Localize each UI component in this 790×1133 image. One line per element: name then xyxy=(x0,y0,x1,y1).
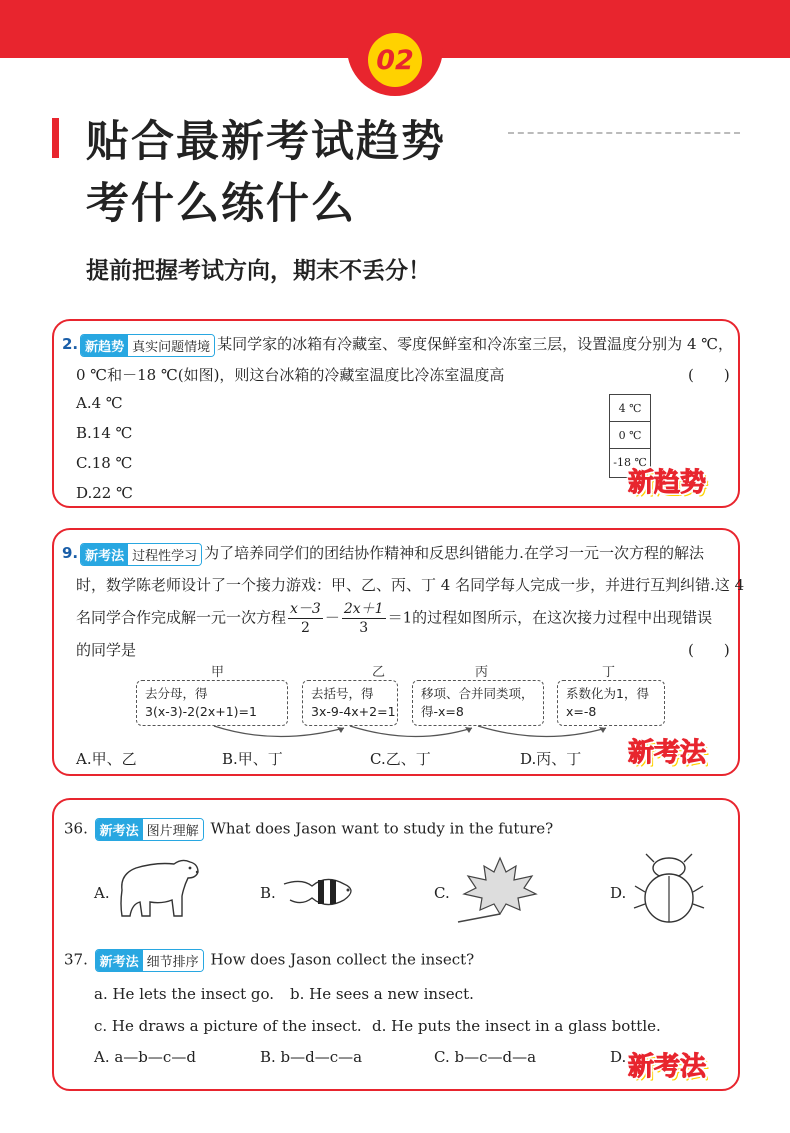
trend-stamp: 新趋势 xyxy=(628,468,707,498)
q9-tag-type: 新考法 xyxy=(81,544,128,565)
maple-leaf-icon xyxy=(456,854,538,924)
q2-answer-paren: ( ) xyxy=(688,366,730,384)
q37-item-b: b. He sees a new insect. xyxy=(290,985,474,1003)
q36-option-a: A. xyxy=(94,884,110,902)
q2-option-d: D.22 ℃ xyxy=(76,484,133,502)
q36-option-b: B. xyxy=(260,884,276,902)
q37-option-d: D. xyxy=(610,1048,627,1066)
q2-option-c: C.18 ℃ xyxy=(76,454,133,472)
q37-text: How does Jason collect the insect? xyxy=(210,950,475,969)
q37-line xyxy=(64,949,474,972)
page-title-line1: 贴合最新考试趋势 xyxy=(86,117,446,167)
step-yi-line2: 3x-9-4x+2=1 xyxy=(311,704,396,719)
q9-tag-topic: 过程性学习 xyxy=(128,544,201,565)
page-subtitle: 提前把握考试方向，期末不丢分！ xyxy=(86,258,431,284)
q9-option-b: B.甲、丁 xyxy=(222,750,283,768)
q2-option-a: A.4 ℃ xyxy=(76,394,123,412)
q2-text2: 0 ℃和－18 ℃(如图)，则这台冰箱的冷藏室温度比冷冻室温度高 xyxy=(76,366,505,384)
label-jia: 甲 xyxy=(211,665,225,680)
q9-number: 9. xyxy=(62,544,79,562)
q36-number: 36. xyxy=(64,819,88,838)
method-stamp-2: 新考法 xyxy=(628,1052,707,1082)
q9-text3b: 的过程如图所示，在这次接力过程中出现错误 xyxy=(412,608,713,627)
q9-option-c: C.乙、丁 xyxy=(370,750,431,768)
q37-option-a: A. a—b—c—d xyxy=(94,1048,196,1066)
equals-one: ＝1 xyxy=(387,608,413,627)
step-bing-line2: 得-x=8 xyxy=(421,704,464,719)
question-card-36-37 xyxy=(52,798,740,1091)
q9-text4: 的同学是 xyxy=(76,641,137,659)
q9-option-a: A.甲、乙 xyxy=(76,750,137,768)
q37-item-c: c. He draws a picture of the insect. xyxy=(94,1017,362,1035)
q37-tag-topic: 细节排序 xyxy=(143,950,203,971)
question-card-2 xyxy=(52,319,740,508)
q37-number: 37. xyxy=(64,950,88,969)
fraction-2-den: 3 xyxy=(359,620,369,636)
q37-item-d: d. He puts the insect in a glass bottle. xyxy=(372,1017,661,1035)
q2-tag-type: 新趋势 xyxy=(81,335,128,356)
q37-option-c: C. b—c—d—a xyxy=(434,1048,537,1066)
title-dashes xyxy=(508,132,740,134)
q2-text1: 某同学家的冰箱有冷藏室、零度保鲜室和冷冻室三层，设置温度分别为 4 ℃， xyxy=(217,335,734,353)
q37-item-a: a. He lets the insect go. xyxy=(94,985,275,1003)
q36-line xyxy=(64,818,553,841)
step-jia-line2: 3(x-3)-2(2x+1)=1 xyxy=(145,704,257,719)
q36-tag-topic: 图片理解 xyxy=(143,819,203,840)
beetle-icon xyxy=(632,852,706,932)
q9-answer-paren: ( ) xyxy=(688,641,730,659)
step-ding-line2: x=-8 xyxy=(566,704,597,719)
q37-option-b: B. b—d—c—a xyxy=(260,1048,363,1066)
q9-text1: 为了培养同学们的团结协作精神和反思纠错能力.在学习一元一次方程的解法 xyxy=(204,544,704,562)
q36-option-d: D. xyxy=(610,884,627,902)
fraction-1-num: x－3 xyxy=(290,601,321,617)
fraction-2-num: 2x＋1 xyxy=(343,601,384,617)
q37-tag xyxy=(95,949,204,972)
step-ding-line1: 系数化为1，得 xyxy=(566,686,649,701)
q36-tag xyxy=(95,818,204,841)
q36-tag-type: 新考法 xyxy=(96,819,143,840)
step-bing-line1: 移项、合并同类项， xyxy=(421,686,534,701)
page-title-line2: 考什么练什么 xyxy=(86,179,356,229)
step-jia-line1: 去分母，得 xyxy=(145,686,208,701)
fraction-1-den: 2 xyxy=(300,620,310,636)
fish-icon xyxy=(282,870,362,912)
fridge-bottom: -18 ℃ xyxy=(613,456,647,469)
q2-line1 xyxy=(62,333,733,357)
fridge-middle: 0 ℃ xyxy=(610,422,650,449)
q9-option-d: D.丙、丁 xyxy=(520,750,582,768)
polar-bear-icon xyxy=(116,852,202,924)
section-number: 02 xyxy=(368,33,422,87)
fridge-top: 4 ℃ xyxy=(610,395,650,422)
arrow-1 xyxy=(214,726,344,737)
title-accent-bar xyxy=(52,118,59,158)
q9-text2: 时，数学陈老师设计了一个接力游戏：甲、乙、丙、丁 4 名同学每人完成一步，并进行互判纠错.这 4 xyxy=(76,576,745,594)
q2-number: 2. xyxy=(62,335,79,353)
q2-tag-topic: 真实问题情境 xyxy=(128,335,214,356)
label-ding: 丁 xyxy=(602,665,616,680)
arrow-2 xyxy=(350,726,472,737)
q2-tag xyxy=(80,334,215,357)
q36-option-c: C. xyxy=(434,884,450,902)
step-yi-line1: 去括号，得 xyxy=(311,686,374,701)
method-stamp-1: 新考法 xyxy=(628,738,707,768)
label-bing: 丙 xyxy=(475,665,489,680)
minus-sign: － xyxy=(324,608,340,627)
arrow-3 xyxy=(478,726,606,737)
q9-text3a: 名同学合作完成解一元一次方程 xyxy=(76,608,287,627)
label-yi: 乙 xyxy=(372,665,386,680)
q37-tag-type: 新考法 xyxy=(96,950,143,971)
question-card-9 xyxy=(52,528,745,776)
q2-option-b: B.14 ℃ xyxy=(76,424,133,442)
q36-text: What does Jason want to study in the future? xyxy=(210,819,554,838)
